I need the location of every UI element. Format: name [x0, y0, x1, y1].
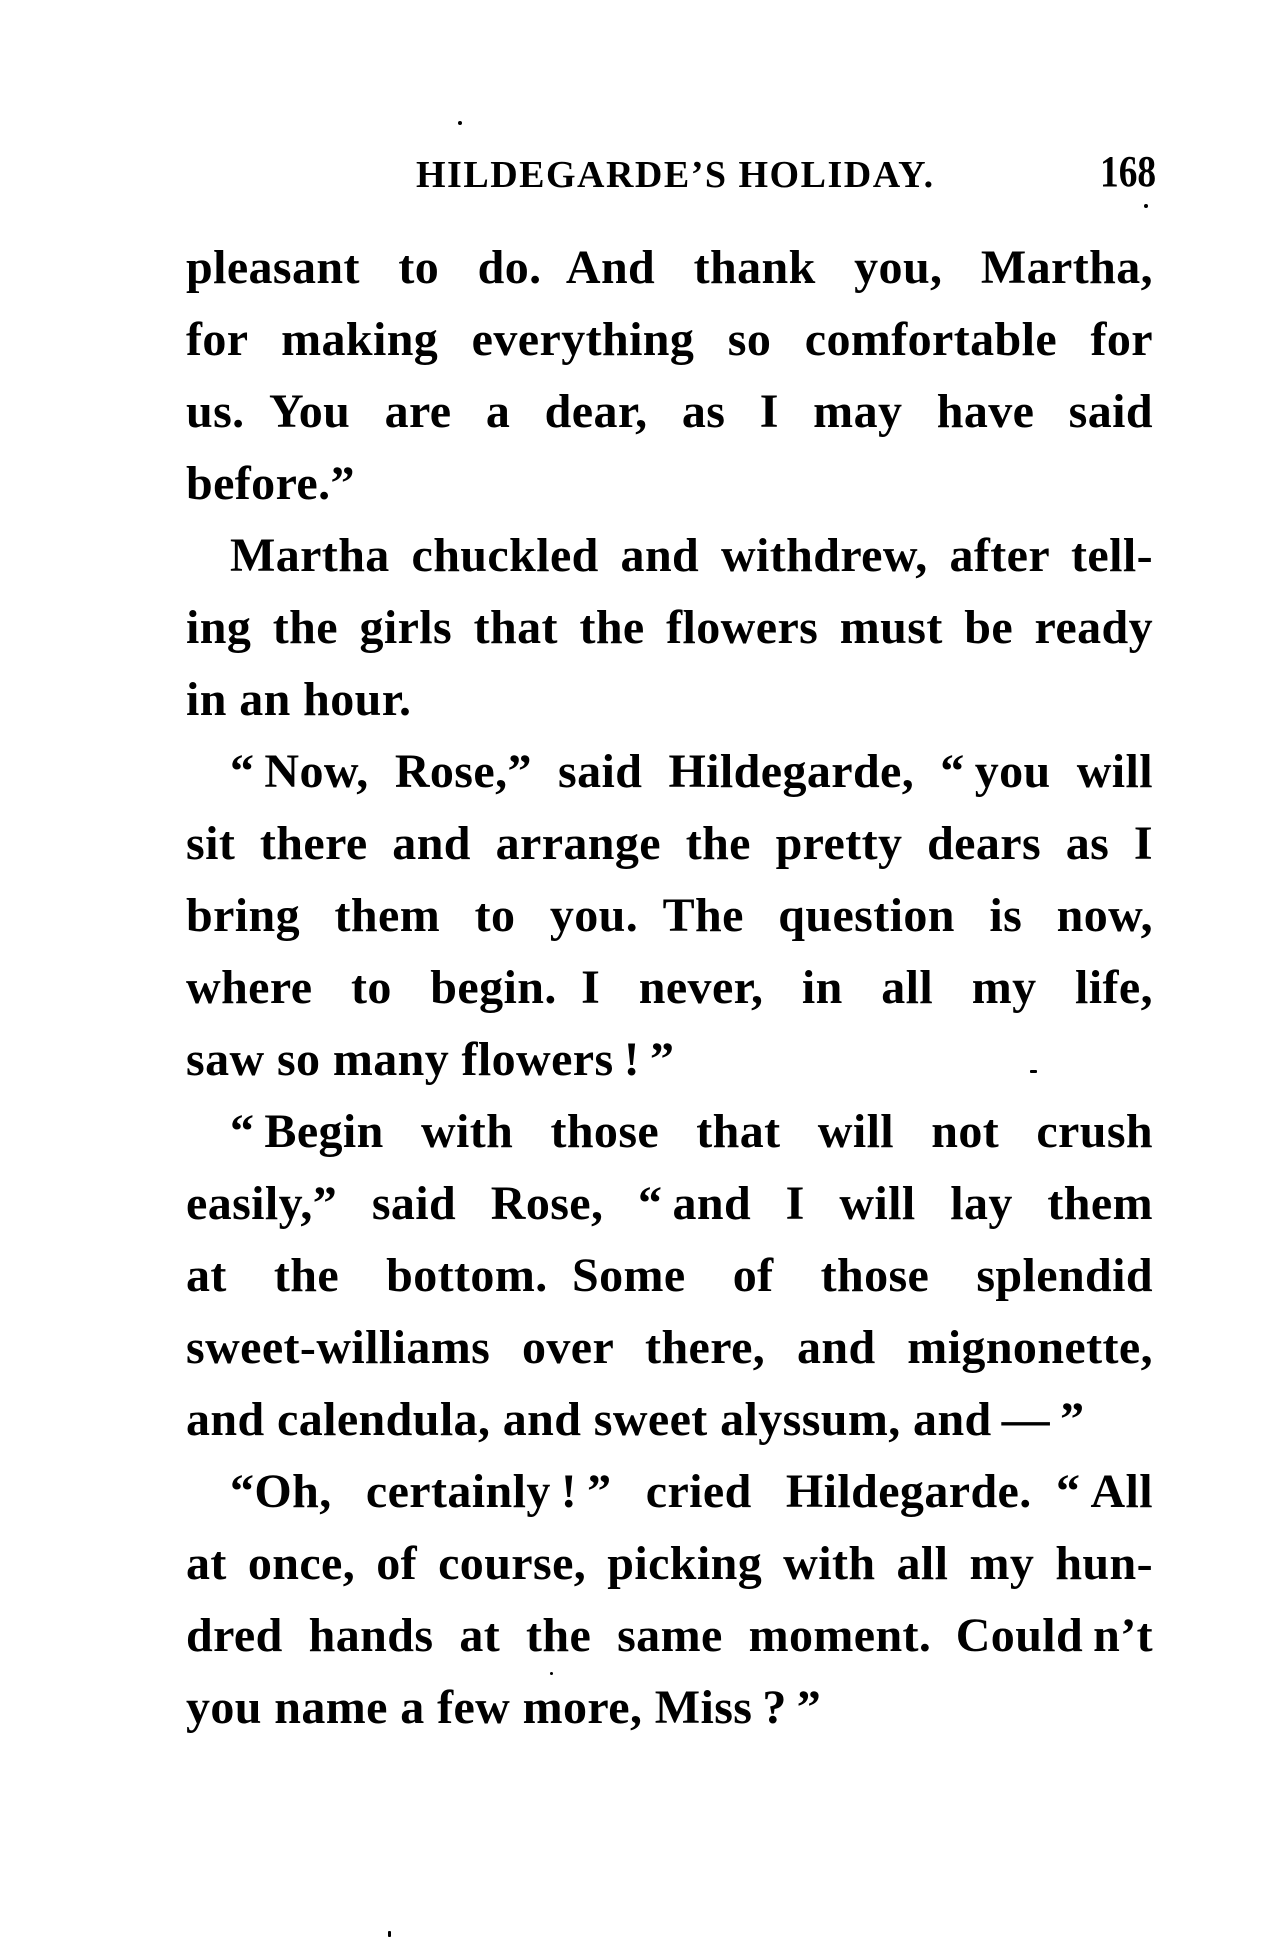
text-line: easily,” said Rose, “ and I will lay them: [186, 1177, 1153, 1230]
text-line: and calendula, and sweet alyssum, and — ”: [186, 1393, 1085, 1446]
text-line: in an hour.: [186, 673, 412, 726]
text-line: “ Begin with those that will not crush: [230, 1105, 1153, 1158]
text-line: at once, of course, picking with all my hun-: [186, 1537, 1153, 1590]
text-line: bring them to you. The question is now,: [186, 889, 1153, 942]
text-line: pleasant to do. And thank you, Martha,: [186, 241, 1153, 294]
text-line: sweet-williams over there, and mignonette,: [186, 1321, 1153, 1374]
text-line: before.”: [186, 457, 355, 510]
text-line: “Oh, certainly ! ” cried Hildegarde. “ All: [230, 1465, 1153, 1518]
header-title: HILDEGARDE’S HOLIDAY.: [416, 154, 935, 196]
scan-speck: [1030, 1070, 1037, 1073]
text-line: sit there and arrange the pretty dears as I: [186, 817, 1153, 870]
text-line: for making everything so comfortable for: [186, 313, 1153, 366]
text-line: us. You are a dear, as I may have said: [186, 385, 1153, 438]
text-line: “ Now, Rose,” said Hildegarde, “ you will: [230, 745, 1153, 798]
scan-speck: [458, 121, 462, 125]
page-number: 168: [1100, 147, 1157, 196]
text-block: [186, 232, 1153, 1744]
scan-speck: [550, 1672, 553, 1675]
running-header: [0, 147, 1281, 196]
text-line: ing the girls that the flowers must be ready: [186, 601, 1153, 654]
scan-speck: [1144, 204, 1148, 208]
text-line: saw so many flowers ! ”: [186, 1033, 675, 1086]
text-line: Martha chuckled and withdrew, after tell-: [230, 529, 1153, 582]
text-line: where to begin. I never, in all my life,: [186, 961, 1153, 1014]
text-line: dred hands at the same moment. Could n’t: [186, 1609, 1153, 1662]
text-line: at the bottom. Some of those splendid: [186, 1249, 1153, 1302]
scan-speck: [388, 1931, 391, 1937]
text-line: you name a few more, Miss ? ”: [186, 1681, 822, 1734]
